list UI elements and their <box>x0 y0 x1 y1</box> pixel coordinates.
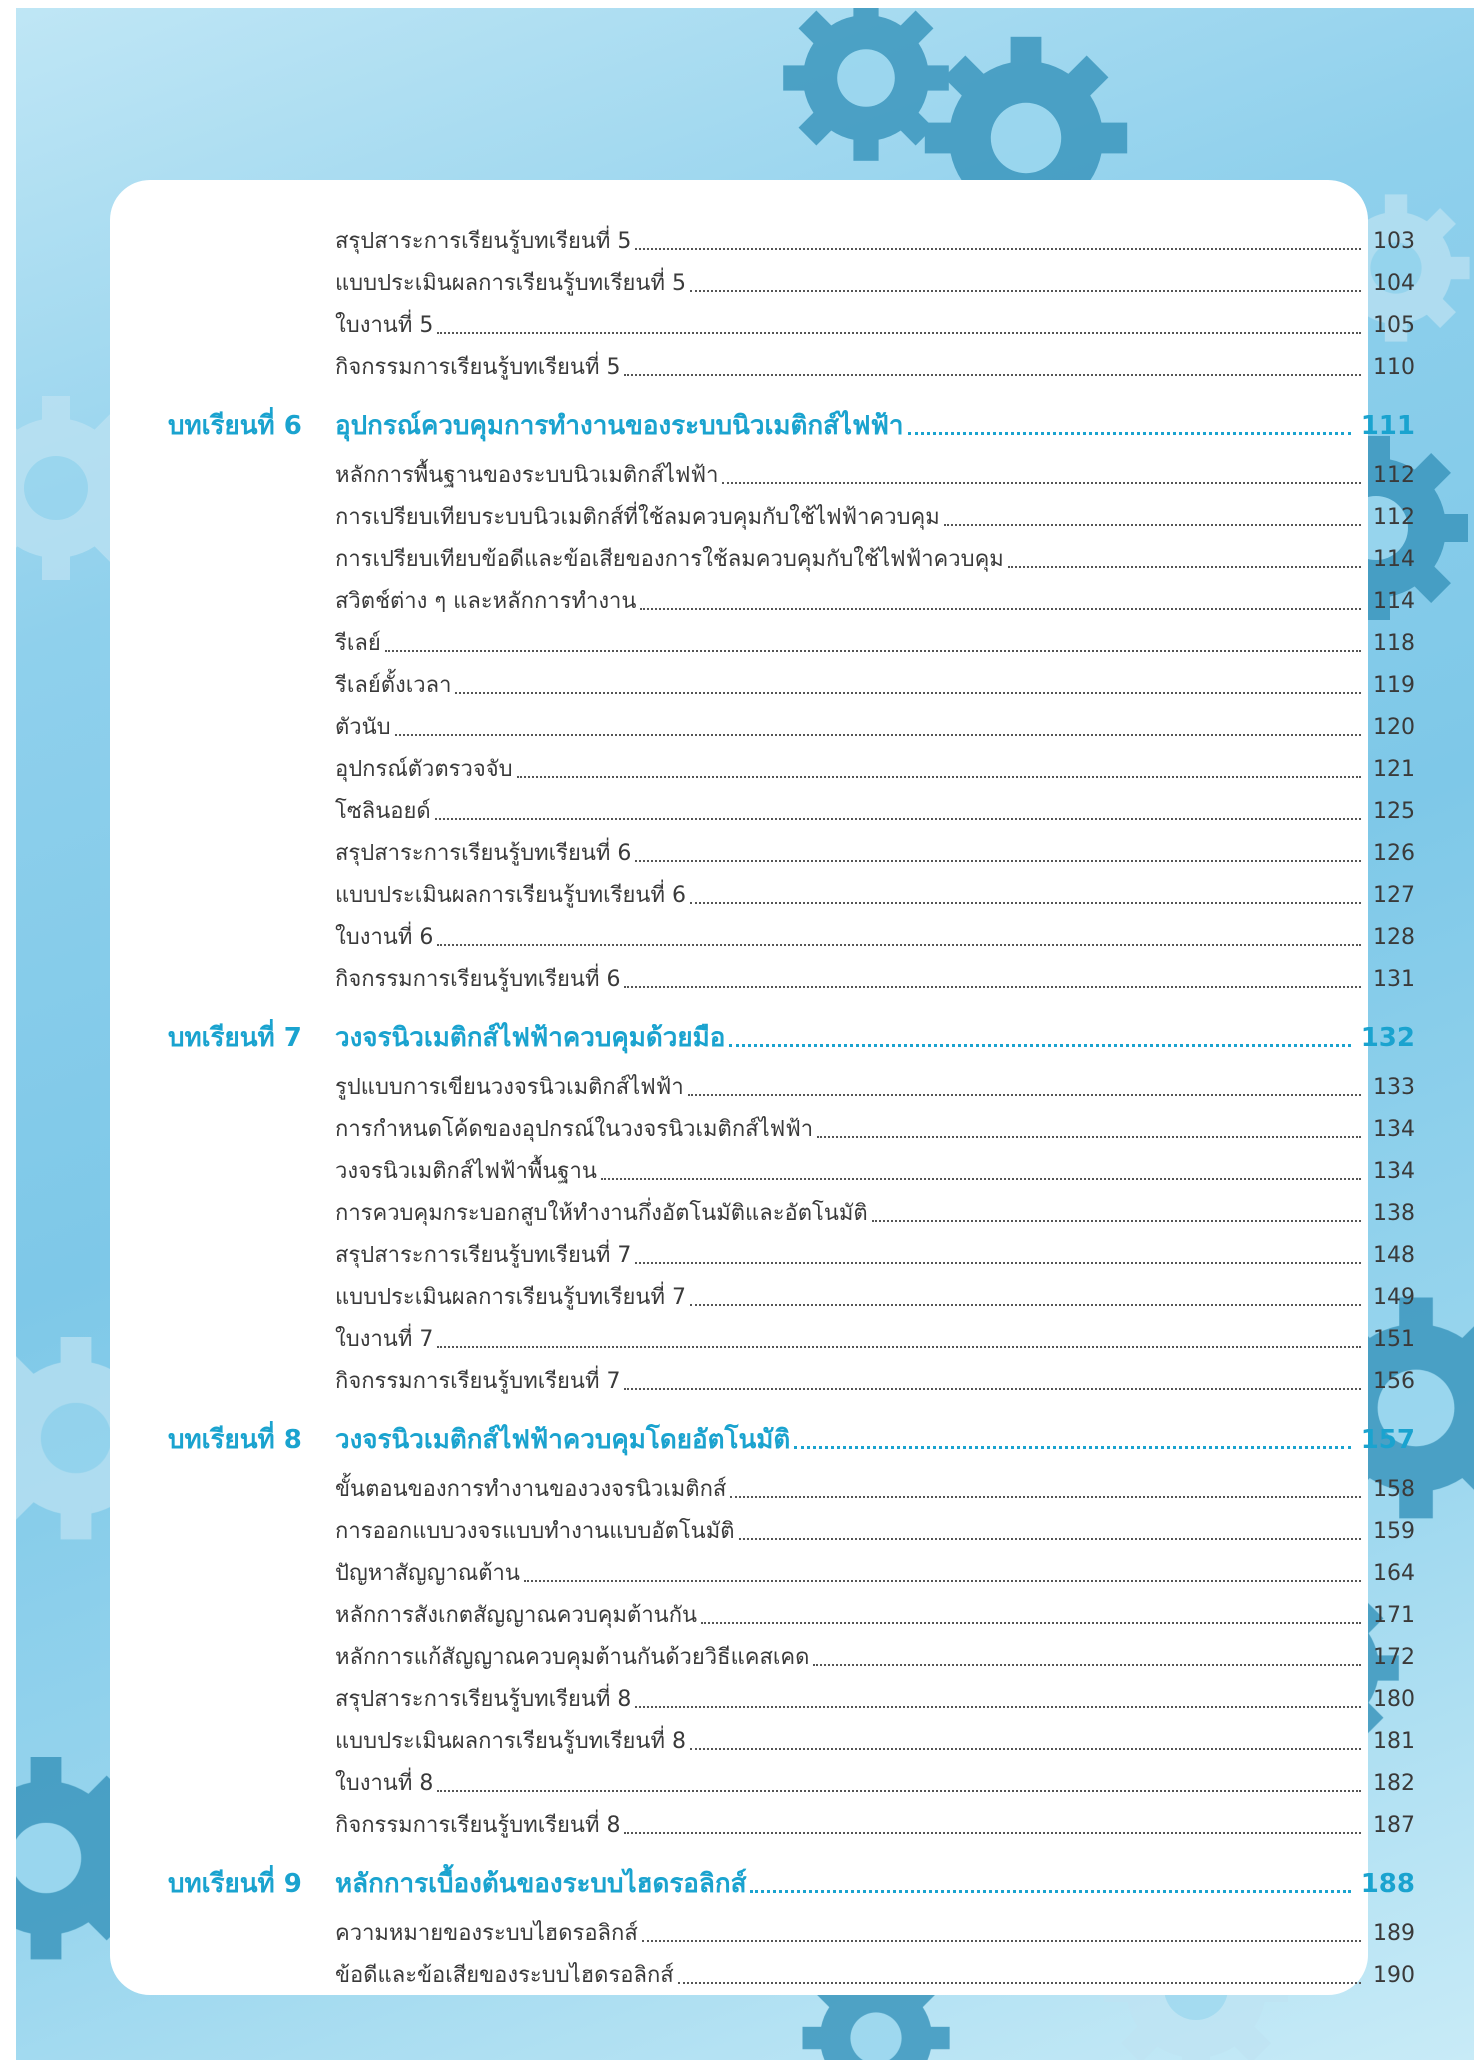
dot-leader <box>872 1220 1361 1222</box>
page-number: 118 <box>1373 631 1415 656</box>
page-number: 158 <box>1373 1477 1415 1502</box>
dot-leader <box>524 1580 1361 1582</box>
chapter-title: วงจรนิวเมติกส์ไฟฟ้าควบคุมด้วยมือ <box>335 1023 726 1053</box>
dot-leader <box>455 692 1361 694</box>
page-number: 188 <box>1360 1869 1415 1899</box>
toc-entry[interactable] <box>335 1762 1415 1798</box>
page-number: 133 <box>1373 1075 1415 1100</box>
dot-leader <box>437 1790 1361 1792</box>
page-number: 111 <box>1360 411 1415 441</box>
toc-entry[interactable] <box>335 1954 1415 1990</box>
toc-chapter-heading[interactable] <box>168 1860 1415 1900</box>
toc-panel <box>110 180 1415 1995</box>
entry-title: รีเลย์ <box>335 631 381 656</box>
page-number: 180 <box>1373 1687 1415 1712</box>
entry-title: ใบงานที่ 5 <box>335 313 434 338</box>
toc-entry[interactable] <box>335 1192 1415 1228</box>
entry-title: แบบประเมินผลการเรียนรู้บทเรียนที่ 8 <box>335 1729 686 1754</box>
chapter-label: บทเรียนที่ 6 <box>168 411 302 441</box>
dot-leader <box>730 1496 1361 1498</box>
dot-leader <box>701 1622 1361 1624</box>
entry-title: รีเลย์ตั้งเวลา <box>335 673 452 698</box>
page-number: 134 <box>1373 1117 1415 1142</box>
dot-leader <box>437 1346 1361 1348</box>
chapter-title: หลักการเบื้องต้นของระบบไฮดรอลิกส์ <box>335 1869 747 1899</box>
toc-entry[interactable] <box>335 664 1415 700</box>
table-of-contents <box>110 180 1415 1995</box>
dot-leader <box>722 482 1361 484</box>
entry-title: สรุปสาระการเรียนรู้บทเรียนที่ 8 <box>335 1687 632 1712</box>
page-number: 103 <box>1373 229 1415 254</box>
page-number: 134 <box>1373 1159 1415 1184</box>
chapter-title: วงจรนิวเมติกส์ไฟฟ้าควบคุมโดยอัตโนมัติ <box>335 1425 791 1455</box>
entry-title: หลักการสังเกตสัญญาณควบคุมต้านกัน <box>335 1603 698 1628</box>
dot-leader <box>624 1388 1361 1390</box>
dot-leader <box>813 1664 1361 1666</box>
dot-leader <box>1008 566 1361 568</box>
page-number: 151 <box>1373 1327 1415 1352</box>
toc-chapter-heading[interactable] <box>168 1416 1415 1456</box>
page-number: 182 <box>1373 1771 1415 1796</box>
page-number: 112 <box>1373 463 1415 488</box>
dot-leader <box>437 944 1361 946</box>
entry-title: โซลินอยด์ <box>335 799 431 824</box>
dot-leader <box>517 776 1361 778</box>
dot-leader <box>908 432 1352 435</box>
entry-title: ขั้นตอนของการทำงานของวงจรนิวเมติกส์ <box>335 1477 727 1502</box>
page-number: 132 <box>1360 1023 1415 1053</box>
entry-title: สรุปสาระการเรียนรู้บทเรียนที่ 6 <box>335 841 632 866</box>
entry-title: หลักการแก้สัญญาณควบคุมต้านกันด้วยวิธีแคสเคด <box>335 1645 810 1670</box>
chapter-title: อุปกรณ์ควบคุมการทำงานของระบบนิวเมติกส์ไฟฟ้า <box>335 411 904 441</box>
toc-entry[interactable] <box>335 1276 1415 1312</box>
dot-leader <box>635 248 1361 250</box>
toc-entry[interactable] <box>335 496 1415 532</box>
dot-leader <box>395 734 1361 736</box>
entry-title: ใบงานที่ 8 <box>335 1771 434 1796</box>
page-number: 172 <box>1373 1645 1415 1670</box>
page-number: 131 <box>1373 967 1415 992</box>
entry-title: แบบประเมินผลการเรียนรู้บทเรียนที่ 7 <box>335 1285 686 1310</box>
entry-title: แบบประเมินผลการเรียนรู้บทเรียนที่ 5 <box>335 271 686 296</box>
toc-entry[interactable] <box>335 1150 1415 1186</box>
entry-title: อุปกรณ์ตัวตรวจจับ <box>335 757 513 782</box>
entry-title: ใบงานที่ 7 <box>335 1327 434 1352</box>
page-number: 187 <box>1373 1813 1415 1838</box>
toc-entry[interactable] <box>335 454 1415 490</box>
chapter-label: บทเรียนที่ 8 <box>168 1425 302 1455</box>
entry-title: การควบคุมกระบอกสูบให้ทำงานกึ่งอัตโนมัติและอัตโนมัติ <box>335 1201 868 1226</box>
entry-title: ความหมายของระบบไฮดรอลิกส์ <box>335 1921 638 1946</box>
toc-entry[interactable] <box>335 874 1415 910</box>
toc-entry[interactable] <box>335 262 1415 298</box>
toc-entry[interactable] <box>335 832 1415 868</box>
page-number: 119 <box>1373 673 1415 698</box>
page-number: 138 <box>1373 1201 1415 1226</box>
dot-leader <box>794 1446 1351 1449</box>
entry-title: สรุปสาระการเรียนรู้บทเรียนที่ 5 <box>335 229 632 254</box>
page-number: 157 <box>1360 1425 1415 1455</box>
dot-leader <box>601 1178 1361 1180</box>
entry-title: การเปรียบเทียบระบบนิวเมติกส์ที่ใช้ลมควบคุมกับใช้ไฟฟ้าควบคุม <box>335 505 940 530</box>
toc-entry[interactable] <box>335 748 1415 784</box>
toc-entry[interactable] <box>335 1552 1415 1588</box>
toc-entry[interactable] <box>335 1108 1415 1144</box>
toc-entry[interactable] <box>335 538 1415 574</box>
toc-chapter-heading[interactable] <box>168 1014 1415 1054</box>
dot-leader <box>635 1262 1361 1264</box>
toc-entry[interactable] <box>335 1594 1415 1630</box>
toc-entry[interactable] <box>335 1912 1415 1948</box>
toc-entry[interactable] <box>335 1510 1415 1546</box>
dot-leader <box>729 1044 1351 1047</box>
chapter-label: บทเรียนที่ 9 <box>168 1869 302 1899</box>
dot-leader <box>817 1136 1361 1138</box>
page-number: 125 <box>1373 799 1415 824</box>
chapter-label: บทเรียนที่ 7 <box>168 1023 302 1053</box>
page-number: 112 <box>1373 505 1415 530</box>
entry-title: รูปแบบการเขียนวงจรนิวเมติกส์ไฟฟ้า <box>335 1075 684 1100</box>
toc-entry[interactable] <box>335 304 1415 340</box>
dot-leader <box>688 1094 1361 1096</box>
page-number: 156 <box>1373 1369 1415 1394</box>
dot-leader <box>690 290 1361 292</box>
page-number: 114 <box>1373 589 1415 614</box>
dot-leader <box>385 650 1361 652</box>
toc-entry[interactable] <box>335 580 1415 616</box>
entry-title: กิจกรรมการเรียนรู้บทเรียนที่ 7 <box>335 1369 621 1394</box>
dot-leader <box>435 818 1361 820</box>
page-number: 189 <box>1373 1921 1415 1946</box>
entry-title: วงจรนิวเมติกส์ไฟฟ้าพื้นฐาน <box>335 1159 597 1184</box>
page-number: 110 <box>1373 355 1415 380</box>
toc-entry[interactable] <box>335 916 1415 952</box>
dot-leader <box>690 902 1361 904</box>
toc-entry[interactable] <box>335 1066 1415 1102</box>
page-number: 126 <box>1373 841 1415 866</box>
entry-title: การกำหนดโค้ดของอุปกรณ์ในวงจรนิวเมติกส์ไฟฟ้า <box>335 1117 814 1142</box>
dot-leader <box>624 986 1361 988</box>
page-number: 104 <box>1373 271 1415 296</box>
page-number: 105 <box>1373 313 1415 338</box>
toc-entry[interactable] <box>335 1318 1415 1354</box>
entry-title: แบบประเมินผลการเรียนรู้บทเรียนที่ 6 <box>335 883 686 908</box>
entry-title: ตัวนับ <box>335 715 391 740</box>
toc-entry[interactable] <box>335 1468 1415 1504</box>
dot-leader <box>642 1940 1361 1942</box>
entry-title: หลักการพื้นฐานของระบบนิวเมติกส์ไฟฟ้า <box>335 463 719 488</box>
toc-entry[interactable] <box>335 1636 1415 1672</box>
dot-leader <box>437 332 1361 334</box>
page-number: 121 <box>1373 757 1415 782</box>
entry-title: ใบงานที่ 6 <box>335 925 434 950</box>
page-number: 190 <box>1373 1963 1415 1988</box>
page-number: 159 <box>1373 1519 1415 1544</box>
dot-leader <box>624 374 1361 376</box>
dot-leader <box>750 1890 1351 1893</box>
entry-title: สวิตช์ต่าง ๆ และหลักการทำงาน <box>335 589 637 614</box>
page-number: 171 <box>1373 1603 1415 1628</box>
toc-entry[interactable] <box>335 220 1415 256</box>
toc-entry[interactable] <box>335 1804 1415 1840</box>
dot-leader <box>690 1304 1361 1306</box>
dot-leader <box>635 860 1361 862</box>
page-number: 128 <box>1373 925 1415 950</box>
dot-leader <box>944 524 1361 526</box>
page-number: 164 <box>1373 1561 1415 1586</box>
entry-title: การเปรียบเทียบข้อดีและข้อเสียของการใช้ลมควบคุมกับใช้ไฟฟ้าควบคุม <box>335 547 1004 572</box>
entry-title: ข้อดีและข้อเสียของระบบไฮดรอลิกส์ <box>335 1963 674 1988</box>
entry-title: กิจกรรมการเรียนรู้บทเรียนที่ 5 <box>335 355 621 380</box>
toc-entry[interactable] <box>335 790 1415 826</box>
page-number: 149 <box>1373 1285 1415 1310</box>
entry-title: การออกแบบวงจรแบบทำงานแบบอัตโนมัติ <box>335 1519 735 1544</box>
toc-entry[interactable] <box>335 1720 1415 1756</box>
entry-title: สรุปสาระการเรียนรู้บทเรียนที่ 7 <box>335 1243 632 1268</box>
toc-entry[interactable] <box>335 706 1415 742</box>
page-number: 120 <box>1373 715 1415 740</box>
toc-entry[interactable] <box>335 622 1415 658</box>
toc-entry[interactable] <box>335 346 1415 382</box>
entry-title: กิจกรรมการเรียนรู้บทเรียนที่ 8 <box>335 1813 621 1838</box>
toc-entry[interactable] <box>335 1360 1415 1396</box>
toc-chapter-heading[interactable] <box>168 402 1415 442</box>
page-number: 127 <box>1373 883 1415 908</box>
dot-leader <box>635 1706 1361 1708</box>
toc-entry[interactable] <box>335 1678 1415 1714</box>
page-number: 181 <box>1373 1729 1415 1754</box>
dot-leader <box>640 608 1361 610</box>
entry-title: กิจกรรมการเรียนรู้บทเรียนที่ 6 <box>335 967 621 992</box>
dot-leader <box>690 1748 1361 1750</box>
dot-leader <box>678 1982 1361 1984</box>
page-number: 148 <box>1373 1243 1415 1268</box>
entry-title: ปัญหาสัญญาณต้าน <box>335 1561 520 1586</box>
toc-entry[interactable] <box>335 958 1415 994</box>
dot-leader <box>739 1538 1361 1540</box>
dot-leader <box>624 1832 1361 1834</box>
toc-entry[interactable] <box>335 1234 1415 1270</box>
page-number: 114 <box>1373 547 1415 572</box>
